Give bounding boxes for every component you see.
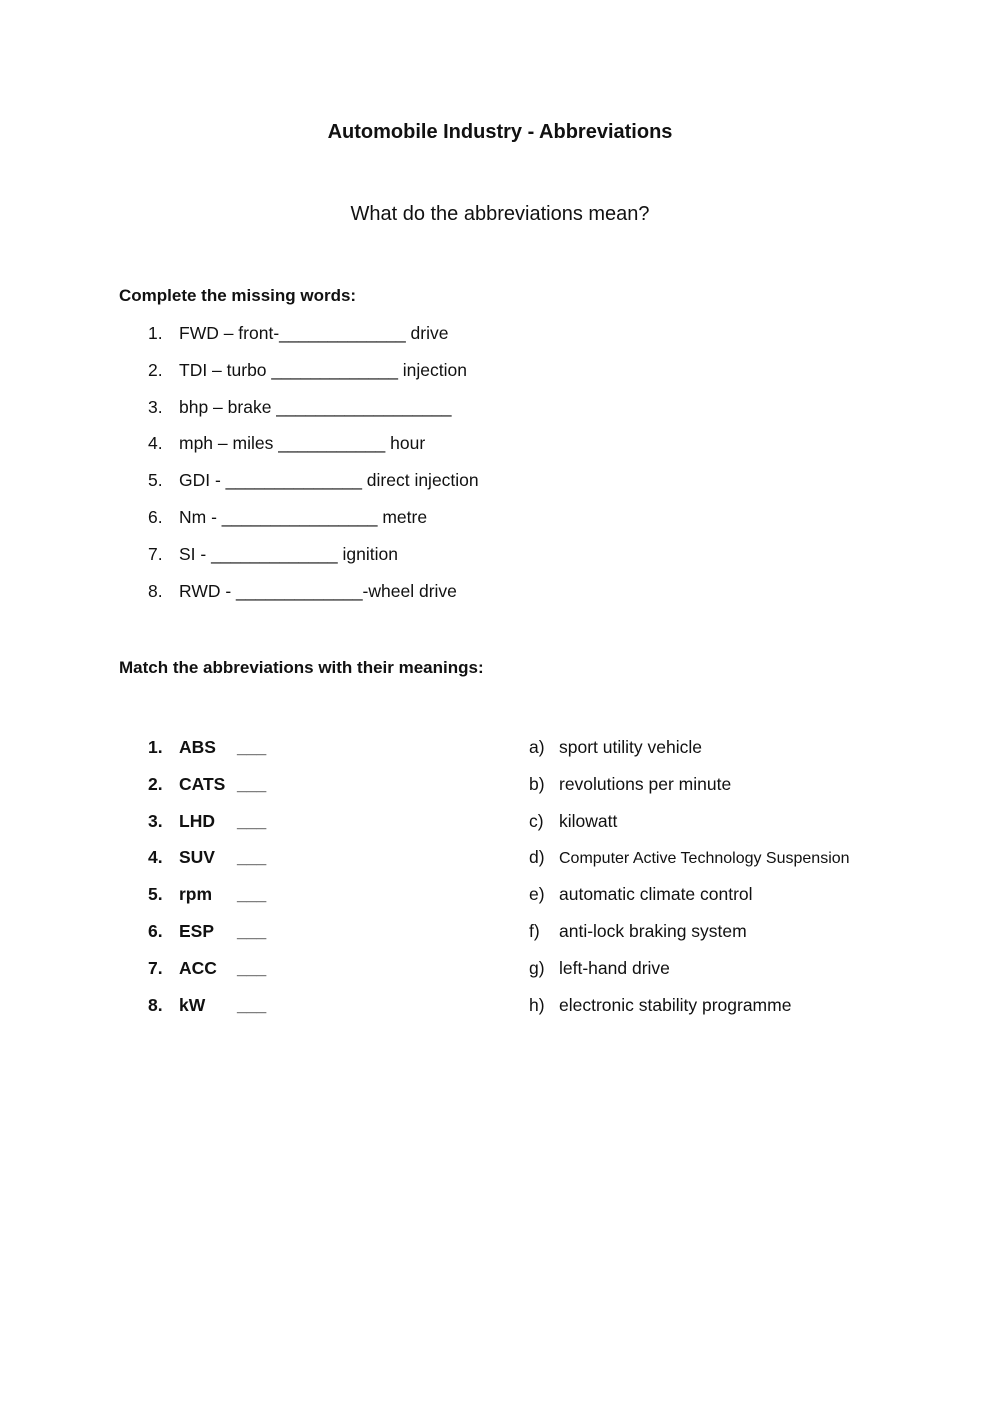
abbreviation: ABS [179,737,216,757]
meaning-text: revolutions per minute [559,773,732,794]
meaning-letter: b) [529,773,545,794]
meaning-row [529,884,850,921]
abbreviation-number: 3. [148,810,163,831]
meaning-letter: a) [529,737,545,757]
answer-blank: ___ [237,994,267,1015]
abbreviation-number: 4. [148,847,163,868]
list-item [148,507,479,544]
list-item [148,323,479,360]
meaning-letter: d) [529,847,545,868]
abbreviation: kW [179,994,206,1015]
meaning-row [529,847,850,884]
list-item [148,581,479,618]
item-text: mph – miles ___________ hour [179,433,426,454]
meaning-letter: f) [529,920,540,941]
abbreviation-row [148,921,266,958]
abbreviation-number: 1. [148,737,163,757]
abbreviation: SUV [179,847,215,868]
list-item [148,544,479,581]
item-text: SI - _____________ ignition [179,543,398,564]
list-item [148,433,479,470]
item-number: 8. [148,580,163,601]
meaning-text: anti-lock braking system [559,920,747,941]
answer-blank: ___ [237,884,267,905]
meaning-row [529,811,850,848]
abbreviation-row [148,737,266,774]
meaning-row [529,737,850,774]
answer-blank: ___ [237,847,267,868]
meaning-letter: e) [529,884,545,905]
answer-blank: ___ [237,810,267,831]
item-text: GDI - ______________ direct injection [179,470,479,491]
abbreviation-row [148,847,266,884]
list-item [148,360,479,397]
answer-blank: ___ [237,773,267,794]
meaning-text: kilowatt [559,810,618,831]
meaning-letter: g) [529,957,545,978]
abbreviation-number: 8. [148,994,163,1015]
abbreviation: CATS [179,773,226,794]
meaning-row [529,774,850,811]
meaning-text: left-hand drive [559,957,670,978]
abbreviation-list [148,737,266,1031]
meaning-row [529,995,850,1032]
item-number: 4. [148,433,163,454]
meaning-letter: h) [529,994,545,1015]
page-title: Automobile Industry - Abbreviations [327,121,673,143]
abbreviation-row [148,811,266,848]
list-item [148,470,479,507]
section-heading-complete: Complete the missing words: [119,286,357,305]
item-number: 1. [148,323,163,343]
item-text: FWD – front-_____________ drive [179,323,449,343]
fill-in-list [148,323,479,617]
answer-blank: ___ [237,920,267,941]
answer-blank: ___ [237,737,267,757]
abbreviation-row [148,958,266,995]
abbreviation: ESP [179,920,215,941]
abbreviation: LHD [179,810,215,831]
meaning-text: Computer Active Technology Suspension [559,850,850,868]
page-subtitle: What do the abbreviations mean? [350,203,650,225]
meaning-text: electronic stability programme [559,994,792,1015]
answer-blank: ___ [237,957,267,978]
meaning-letter: c) [529,810,544,831]
abbreviation-number: 7. [148,957,163,978]
meaning-list [529,737,850,1031]
item-text: bhp – brake __________________ [179,396,452,417]
item-number: 5. [148,470,163,491]
item-number: 3. [148,396,163,417]
item-text: Nm - ________________ metre [179,506,428,527]
abbreviation-row [148,884,266,921]
abbreviation: rpm [179,884,213,905]
meaning-text: automatic climate control [559,884,753,905]
list-item [148,397,479,434]
meaning-row [529,921,850,958]
item-number: 2. [148,359,163,380]
abbreviation-row [148,774,266,811]
abbreviation-number: 2. [148,773,163,794]
item-number: 7. [148,543,163,564]
item-number: 6. [148,506,163,527]
section-heading-match: Match the abbreviations with their meanings: [119,658,484,677]
abbreviation-number: 6. [148,920,163,941]
abbreviation: ACC [179,957,217,978]
item-text: RWD - _____________-wheel drive [179,580,457,601]
abbreviation-row [148,995,266,1032]
abbreviation-number: 5. [148,884,163,905]
meaning-text: sport utility vehicle [559,737,702,757]
item-text: TDI – turbo _____________ injection [179,359,467,380]
meaning-row [529,958,850,995]
